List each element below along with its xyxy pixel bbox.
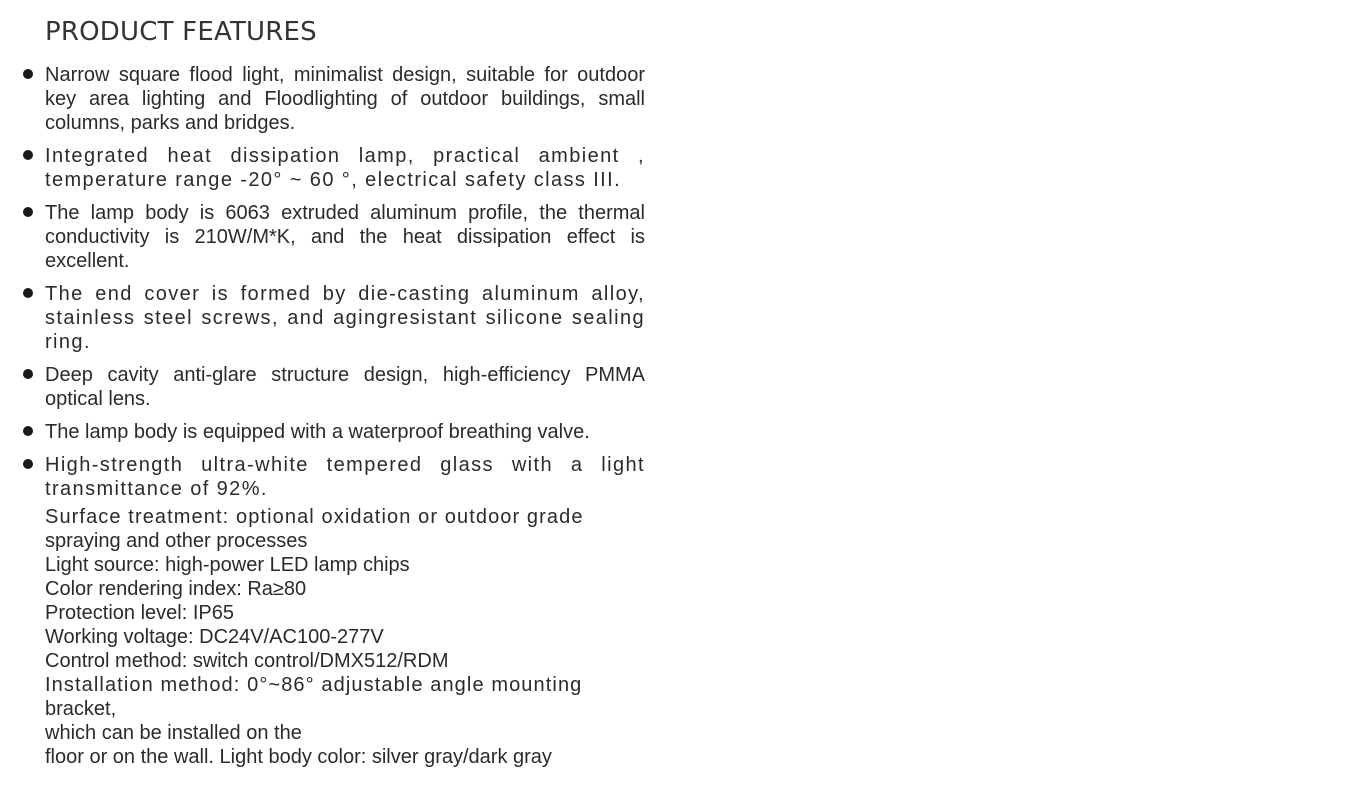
feature-text: The lamp body is 6063 extruded aluminum profile, the thermal conductivity is 210W/M*K, and the heat dissipation effect is excellent. xyxy=(45,202,645,272)
feature-text: Integrated heat dissipation lamp, practical ambient , temperature range -20° ~ 60 °, electrical safety class III. xyxy=(45,145,645,191)
bullet-icon xyxy=(23,288,33,298)
features-list xyxy=(45,63,645,510)
spec-line: Installation method: 0°~86° adjustable angle mounting xyxy=(45,674,583,696)
spec-line: Light source: high-power LED lamp chips xyxy=(45,554,410,576)
spec-line: Control method: switch control/DMX512/RDM xyxy=(45,650,449,672)
feature-text: High-strength ultra-white tempered glass with a light transmittance of 92%. xyxy=(45,454,645,500)
spec-line: Protection level: IP65 xyxy=(45,602,234,624)
spec-line: spraying and other processes xyxy=(45,530,308,552)
list-item xyxy=(45,201,645,273)
spec-line: floor or on the wall. Light body color: silver gray/dark gray xyxy=(45,746,552,768)
feature-text: Narrow square flood light, minimalist design, suitable for outdoor key area lighting and Floodlighting of outdoor buildings, small columns, parks and bridges. xyxy=(45,64,645,134)
bullet-icon xyxy=(23,369,33,379)
specifications-block xyxy=(45,505,645,769)
bullet-icon xyxy=(23,459,33,469)
feature-text: Deep cavity anti-glare structure design, high-efficiency PMMA optical lens. xyxy=(45,364,645,410)
list-item xyxy=(45,420,645,444)
page-title: PRODUCT FEATURES xyxy=(45,17,317,47)
list-item xyxy=(45,144,645,192)
list-item xyxy=(45,63,645,135)
bullet-icon xyxy=(23,150,33,160)
feature-text: The end cover is formed by die-casting aluminum alloy, stainless steel screws, and agingresistant silicone sealing ring. xyxy=(45,283,645,353)
spec-line: Working voltage: DC24V/AC100-277V xyxy=(45,626,384,648)
list-item xyxy=(45,453,645,501)
feature-text: The lamp body is equipped with a waterproof breathing valve. xyxy=(45,421,590,443)
bullet-icon xyxy=(23,207,33,217)
bullet-icon xyxy=(23,426,33,436)
list-item xyxy=(45,282,645,354)
spec-line: bracket, xyxy=(45,698,117,720)
list-item xyxy=(45,363,645,411)
spec-line: Color rendering index: Ra≥80 xyxy=(45,578,307,600)
spec-line: Surface treatment: optional oxidation or outdoor grade xyxy=(45,506,584,528)
bullet-icon xyxy=(23,69,33,79)
spec-line: which can be installed on the xyxy=(45,722,302,744)
